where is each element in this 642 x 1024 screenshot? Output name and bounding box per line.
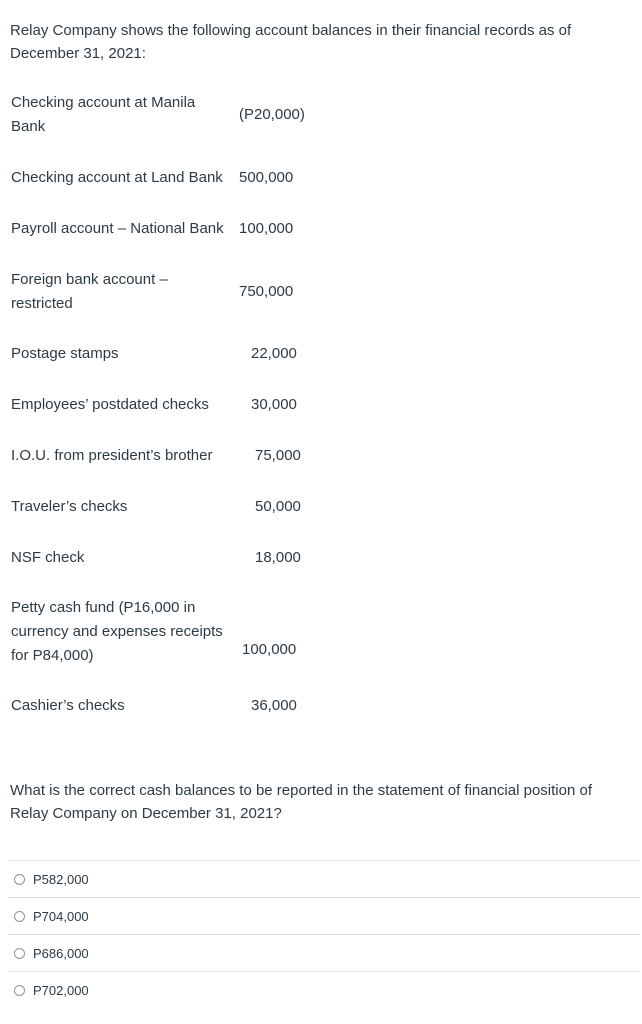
account-row-payroll bbox=[11, 217, 311, 241]
account-label: NSF check bbox=[11, 549, 85, 566]
account-row-iou bbox=[11, 444, 311, 468]
account-amount: 18,000 bbox=[255, 549, 301, 566]
account-amount: 100,000 bbox=[242, 641, 297, 658]
account-label: Checking account at Manila Bank bbox=[11, 94, 196, 135]
account-amount: 75,000 bbox=[255, 447, 301, 464]
account-amount: 750,000 bbox=[239, 283, 294, 300]
account-row-travelers bbox=[11, 495, 311, 519]
account-label: I.O.U. from president’s brother bbox=[11, 447, 213, 464]
account-amount: 50,000 bbox=[255, 498, 301, 515]
account-amount: 500,000 bbox=[239, 169, 294, 186]
account-row-postdated bbox=[11, 393, 311, 417]
account-row-land-bank bbox=[11, 166, 311, 190]
radio-button-icon[interactable] bbox=[14, 985, 25, 996]
question-text: What is the correct cash balances to be reported in the statement of financial position of Relay Company on December 31, 2021? bbox=[10, 782, 592, 822]
radio-button-icon[interactable] bbox=[14, 948, 25, 959]
account-row-foreign bbox=[11, 268, 311, 316]
account-amount: 36,000 bbox=[251, 697, 297, 714]
answer-label[interactable]: P686,000 bbox=[33, 945, 89, 961]
account-label: Cashier’s checks bbox=[11, 697, 125, 714]
account-row-postage bbox=[11, 342, 311, 366]
account-row-petty-cash bbox=[11, 596, 311, 668]
account-label: Payroll account – National Bank bbox=[11, 220, 224, 237]
answer-label[interactable]: P702,000 bbox=[33, 982, 89, 998]
answer-option[interactable] bbox=[8, 897, 640, 934]
answer-label[interactable]: P704,000 bbox=[33, 908, 89, 924]
account-amount: (P20,000) bbox=[239, 106, 305, 123]
account-label: Postage stamps bbox=[11, 345, 119, 362]
radio-button-icon[interactable] bbox=[14, 911, 25, 922]
account-label: Petty cash fund (P16,000 in currency and expenses receipts for P84,000) bbox=[11, 599, 223, 664]
answer-option[interactable] bbox=[8, 971, 640, 1009]
question-intro: Relay Company shows the following account balances in their financial records as of December 31, 2021: bbox=[10, 22, 572, 62]
answer-label[interactable]: P582,000 bbox=[33, 871, 89, 887]
account-label: Foreign bank account – restricted bbox=[11, 271, 168, 312]
account-label: Employees’ postdated checks bbox=[11, 396, 209, 413]
account-label: Traveler’s checks bbox=[11, 498, 128, 515]
answer-option[interactable] bbox=[8, 934, 640, 971]
answer-option[interactable] bbox=[8, 860, 640, 897]
account-amount: 22,000 bbox=[251, 345, 297, 362]
account-row-nsf bbox=[11, 546, 311, 570]
radio-button-icon[interactable] bbox=[14, 874, 25, 885]
account-row-manila bbox=[11, 91, 311, 139]
account-label: Checking account at Land Bank bbox=[11, 169, 223, 186]
account-amount: 30,000 bbox=[251, 396, 297, 413]
answer-list bbox=[8, 860, 640, 1009]
account-row-cashiers bbox=[11, 694, 311, 718]
account-amount: 100,000 bbox=[239, 220, 294, 237]
